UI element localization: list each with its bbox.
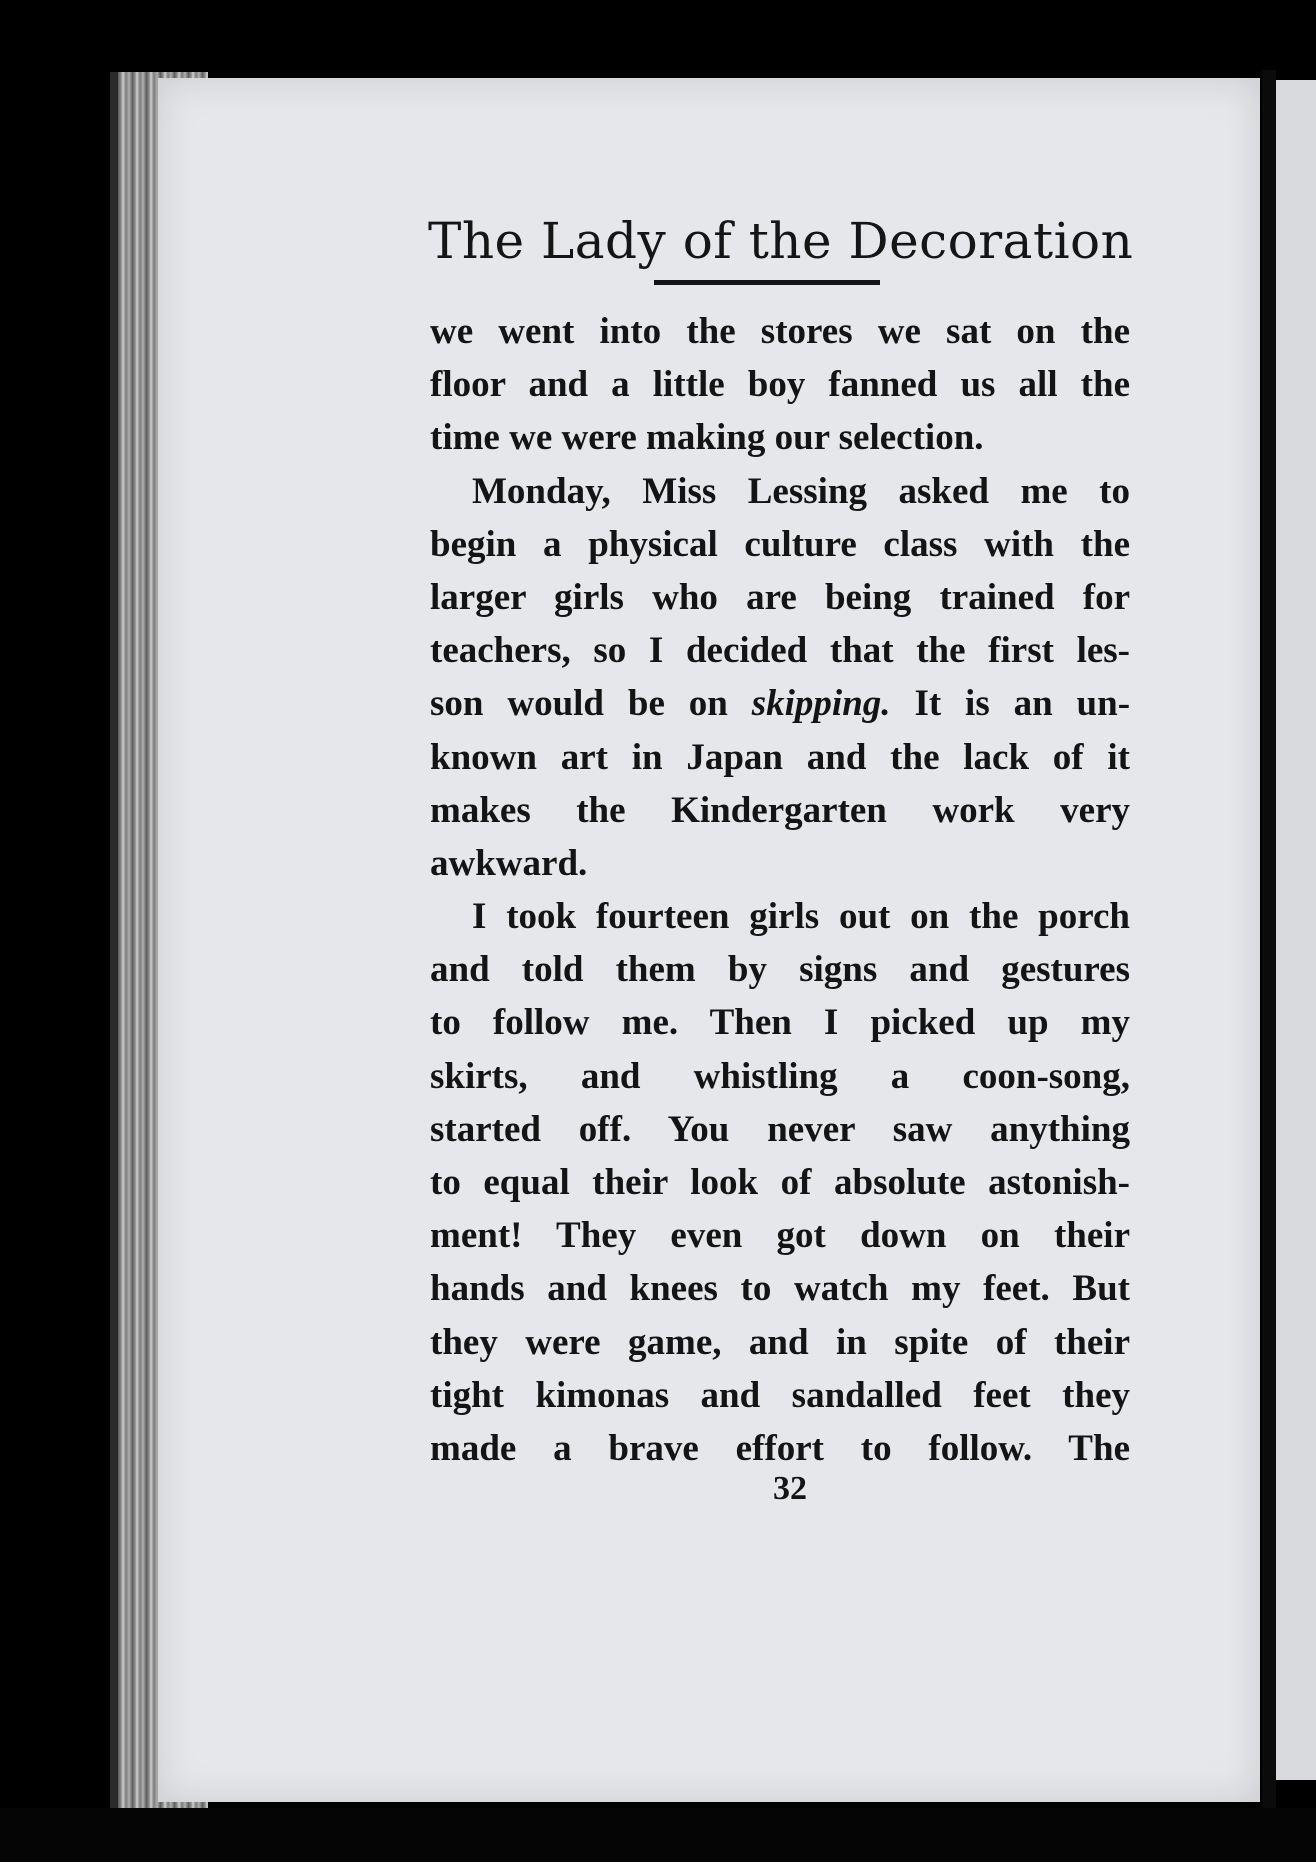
text-line: made a brave effort to follow. The <box>430 1427 1130 1469</box>
text-line: teachers, so I decided that the first les- <box>430 630 1130 672</box>
text-line: they were game, and in spite of their <box>430 1321 1130 1363</box>
facing-page-edge <box>1276 80 1316 1780</box>
text-line: floor and a little boy fanned us all the <box>430 364 1130 406</box>
text-line: larger girls who are being trained for <box>430 576 1130 618</box>
italic-word: skipping. <box>751 683 891 725</box>
text-line: to follow me. Then I picked up my <box>430 1002 1130 1044</box>
text-line: and told them by signs and gestures <box>430 949 1130 991</box>
text-line: started off. You never saw anything <box>430 1108 1130 1150</box>
text-line: begin a physical culture class with the <box>430 523 1130 565</box>
page-number: 32 <box>773 1470 807 1507</box>
book-gutter <box>1262 70 1276 1810</box>
page-body <box>430 305 1130 1475</box>
text-line: ment! They even got down on their <box>430 1215 1130 1257</box>
running-head-rule <box>654 280 880 285</box>
text-line: time we were making our selection. <box>430 417 984 459</box>
text-line: Monday, Miss Lessing asked me to <box>472 470 1130 512</box>
text-line: we went into the stores we sat on the <box>430 311 1130 352</box>
text-line: awkward. <box>430 842 588 884</box>
text-line: to equal their look of absolute astonish- <box>430 1162 1130 1203</box>
scan-border <box>0 1808 1316 1862</box>
text-line: I took fourteen girls out on the porch <box>472 896 1130 938</box>
text-line-mixed <box>430 677 1130 730</box>
text-line: makes the Kindergarten work very <box>430 789 1130 831</box>
running-head: The Lady of the Decoration <box>428 212 1134 270</box>
text-line: hands and knees to watch my feet. But <box>430 1268 1130 1310</box>
text-line: tight kimonas and sandalled feet they <box>430 1374 1130 1416</box>
text-line: known art in Japan and the lack of it <box>430 736 1130 778</box>
text-segment: son would be on <box>430 683 728 725</box>
text-line: skirts, and whistling a coon-song, <box>430 1055 1130 1097</box>
text-segment: It is an un- <box>914 683 1131 725</box>
